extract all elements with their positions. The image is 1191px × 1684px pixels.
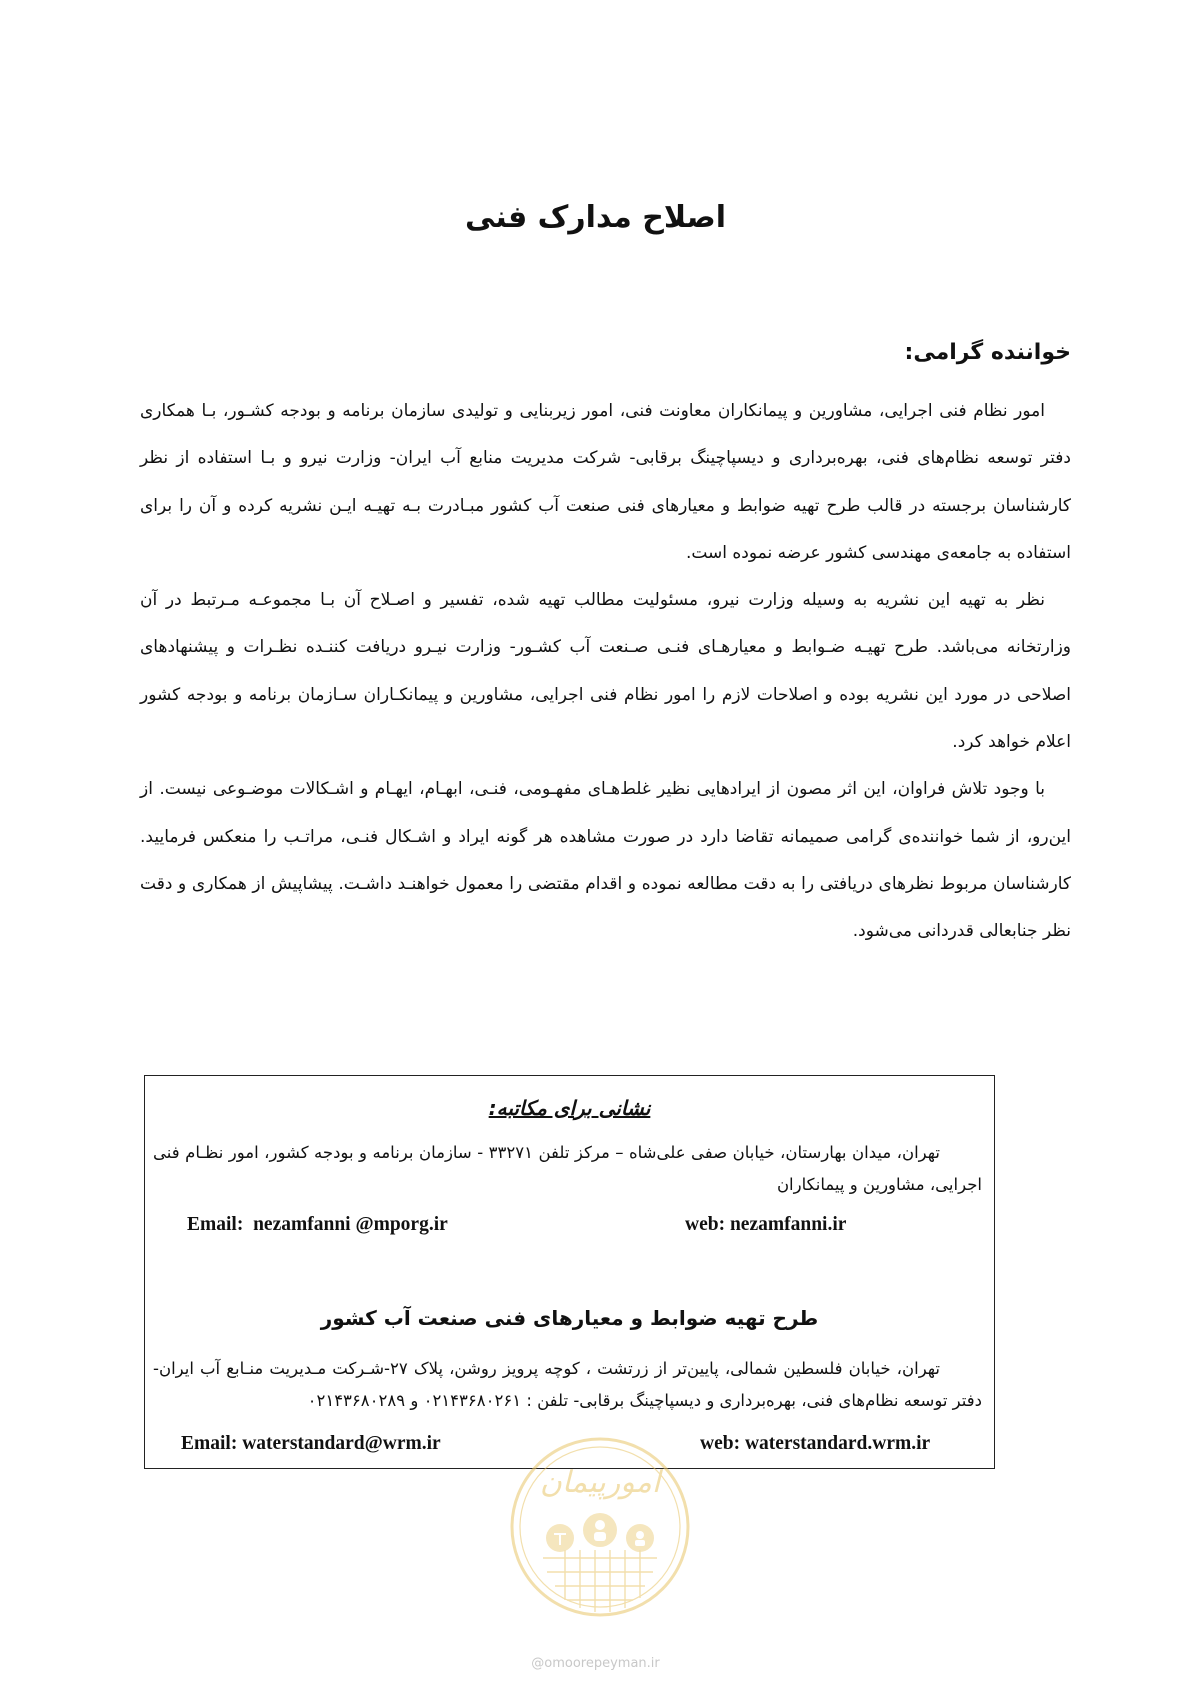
contact-heading: نشانی برای مکاتبه: (488, 1096, 651, 1120)
web-mporg[interactable]: web: nezamfanni.ir (685, 1214, 847, 1235)
water-standard-heading: طرح تهیه ضوابط و معیارهای فنی صنعت آب کشور (320, 1306, 819, 1330)
email-mporg[interactable]: Email: nezamfanni @mporg.ir (187, 1214, 448, 1235)
greeting-heading: خواننده گرامی: (904, 340, 1071, 365)
watermark-logo (505, 1430, 695, 1625)
address-water-standard: تهران، خیابان فلسطین شمالی، پایین‌تر از زرتشت ، کوچه پرویز روشن، پلاک ۲۷-شـرکت مـدیریت منـابع آب ایران- دفتر توسعه نظام‌های فنی، بهره‌برداری و دیسپاچینگ برقابی- تلفن : ۰۲۱۴۳۶۸۰۲۶۱ و ۰۲۱۴۳۶۸۰۲۸۹ (153, 1359, 982, 1410)
email-water-standard[interactable]: Email: waterstandard@wrm.ir (181, 1433, 441, 1454)
body-text (140, 388, 1071, 956)
web-water-standard[interactable]: web: waterstandard.wrm.ir (700, 1433, 931, 1454)
contact-box (144, 1075, 995, 1469)
address-mporg: تهران، میدان بهارستان، خیابان صفی علی‌شاه – مرکز تلفن ۳۳۲۷۱ - سازمان برنامه و بودجه کشور، امور نظـام فنی اجرایی، مشاورین و پیمانکاران (153, 1143, 982, 1194)
page-title: اصلاح مدارک فنی (465, 200, 726, 235)
watermark-logo-text: امورپیمان (539, 1465, 661, 1500)
paragraph-3: با وجود تلاش فراوان، این اثر مصون از ایرادهایی نظیر غلط‌هـای مفهـومی، فنـی، ابهـام، ایهـام و اشـکالات موضـوعی نیست. از این‌رو، از شما خواننده‌ی گرامی صمیمانه تقاضا دارد در صورت مشاهده هر گونه ایراد و اشـکال فنـی، مراتـب را منعکس فرمایید. کارشناسان مربوط نظرهای دریافتی را به دقت مطالعه نموده و اقدام مقتضی را معمول خواهنـد داشـت. پیشاپیش از همکاری و دقت نظر جنابعالی قدردانی می‌شود. (140, 779, 1071, 942)
watermark-caption: @omoorepeyman.ir (531, 1656, 660, 1671)
paragraph-1: امور نظام فنی اجرایی، مشاورین و پیمانکاران معاونت فنی، امور زیربنایی و تولیدی سازمان برنامه و بودجه کشـور، بـا همکاری دفتر توسعه نظام‌های فنی، بهره‌برداری و دیسپاچینگ برقابی- شرکت مدیریت منابع آب ایران- وزارت نیرو و بـا استفاده از نظر کارشناسان برجسته در قالب طرح تهیه ضوابط و معیارهای فنی صنعت آب کشور مبـادرت بـه تهیـه ایـن نشریه کرده و آن را برای استفاده به جامعه‌ی مهندسی کشور عرضه نموده است. (140, 401, 1071, 563)
paragraph-2: نظر به تهیه این نشریه به وسیله وزارت نیرو، مسئولیت مطالب تهیه شده، تفسیر و اصـلاح آن بـا مجموعـه مـرتبط در آن وزارتخانه می‌باشد. طرح تهیـه ضـوابط و معیارهـای فنـی صـنعت آب کشـور- وزارت نیـرو دریافت کننـده نظـرات و پیشنهادهای اصلاحی در مورد این نشریه بوده و اصلاحات لازم را امور نظام فنی اجرایی، مشاورین و پیمانکـاران سـازمان برنامه و بودجه کشور اعلام خواهد کرد. (140, 590, 1071, 753)
